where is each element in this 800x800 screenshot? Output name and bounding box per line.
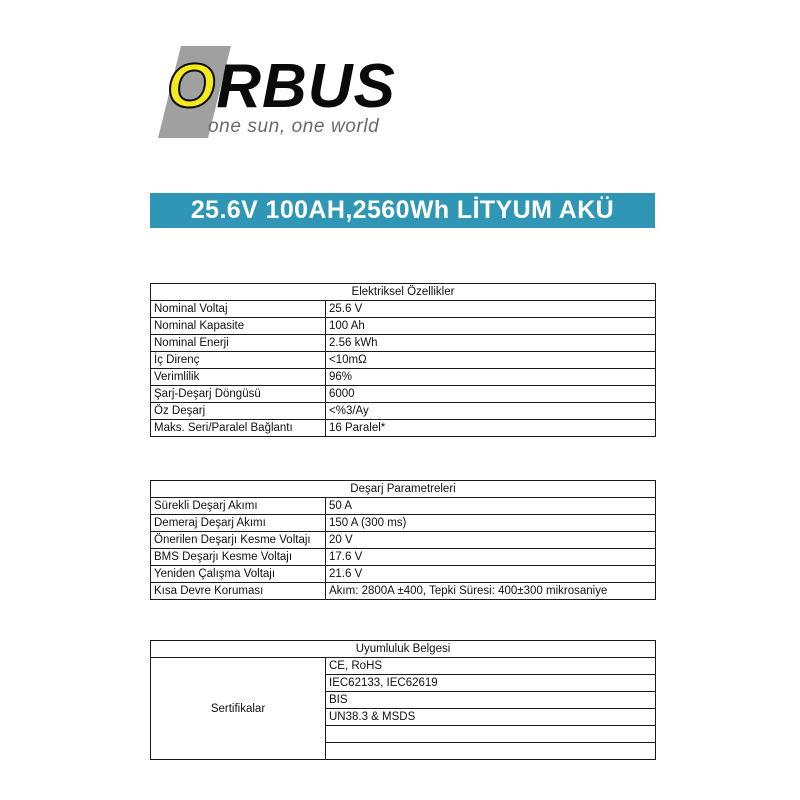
table-header-row xyxy=(151,284,656,301)
spec-value: <10mΩ xyxy=(326,352,656,369)
certificate-value: CE, RoHS xyxy=(326,658,656,675)
spec-value: <%3/Ay xyxy=(326,403,656,420)
certificate-value: IEC62133, IEC62619 xyxy=(326,675,656,692)
spec-label: Nominal Kapasite xyxy=(151,318,326,335)
spec-label: Demeraj Deşarj Akımı xyxy=(151,515,326,532)
spec-value: 2.56 kWh xyxy=(326,335,656,352)
table-row xyxy=(151,420,656,437)
certificate-value-empty xyxy=(326,726,656,743)
certificate-value: BIS xyxy=(326,692,656,709)
table-row xyxy=(151,566,656,583)
table-row xyxy=(151,532,656,549)
spec-value: 150 A (300 ms) xyxy=(326,515,656,532)
table-row xyxy=(151,369,656,386)
product-title-banner: 25.6V 100AH,2560Wh LİTYUM AKÜ xyxy=(150,193,655,228)
spec-value: Akım: 2800A ±400, Tepki Süresi: 400±300 mikrosaniye xyxy=(326,583,656,600)
spec-value: 16 Paralel* xyxy=(326,420,656,437)
table-row xyxy=(151,498,656,515)
certificate-value-empty xyxy=(326,743,656,760)
spec-label: Kısa Devre Koruması xyxy=(151,583,326,600)
certificate-value: UN38.3 & MSDS xyxy=(326,709,656,726)
electrical-specs-table xyxy=(150,283,656,437)
table-row xyxy=(151,318,656,335)
spec-value: 17.6 V xyxy=(326,549,656,566)
table-row xyxy=(151,335,656,352)
spec-label: Sürekli Deşarj Akımı xyxy=(151,498,326,515)
spec-value: 20 V xyxy=(326,532,656,549)
discharge-params-table xyxy=(150,480,656,600)
spec-label: Nominal Enerji xyxy=(151,335,326,352)
logo-letter-o: O xyxy=(167,52,217,121)
spec-value: 6000 xyxy=(326,386,656,403)
table-header: Deşarj Parametreleri xyxy=(151,481,656,498)
spec-label: Öz Deşarj xyxy=(151,403,326,420)
table-header-row xyxy=(151,641,656,658)
spec-label: Önerilen Deşarjı Kesme Voltajı xyxy=(151,532,326,549)
spec-label: Verimlilik xyxy=(151,369,326,386)
spec-value: 50 A xyxy=(326,498,656,515)
spec-label: Maks. Seri/Paralel Bağlantı xyxy=(151,420,326,437)
table-header: Uyumluluk Belgesi xyxy=(151,641,656,658)
table-row xyxy=(151,658,656,675)
spec-value: 96% xyxy=(326,369,656,386)
spec-value: 25.6 V xyxy=(326,301,656,318)
spec-label: İç Direnç xyxy=(151,352,326,369)
table-row xyxy=(151,301,656,318)
table-row xyxy=(151,352,656,369)
table-header-row xyxy=(151,481,656,498)
table-header: Elektriksel Özellikler xyxy=(151,284,656,301)
spec-value: 21.6 V xyxy=(326,566,656,583)
logo-wordmark xyxy=(167,52,396,122)
spec-label: Yeniden Çalışma Voltajı xyxy=(151,566,326,583)
spec-label: Nominal Voltaj xyxy=(151,301,326,318)
spec-label: BMS Deşarjı Kesme Voltajı xyxy=(151,549,326,566)
spec-value: 100 Ah xyxy=(326,318,656,335)
table-row xyxy=(151,386,656,403)
logo-letters-rbus: RBUS xyxy=(216,52,396,121)
table-row xyxy=(151,403,656,420)
spec-label: Şarj-Deşarj Döngüsü xyxy=(151,386,326,403)
orbus-logo xyxy=(150,40,420,145)
certificates-label: Sertifikalar xyxy=(151,658,326,760)
table-row xyxy=(151,583,656,600)
logo-tagline: one sun, one world xyxy=(208,116,380,137)
compliance-table xyxy=(150,640,656,760)
table-row xyxy=(151,515,656,532)
table-row xyxy=(151,549,656,566)
